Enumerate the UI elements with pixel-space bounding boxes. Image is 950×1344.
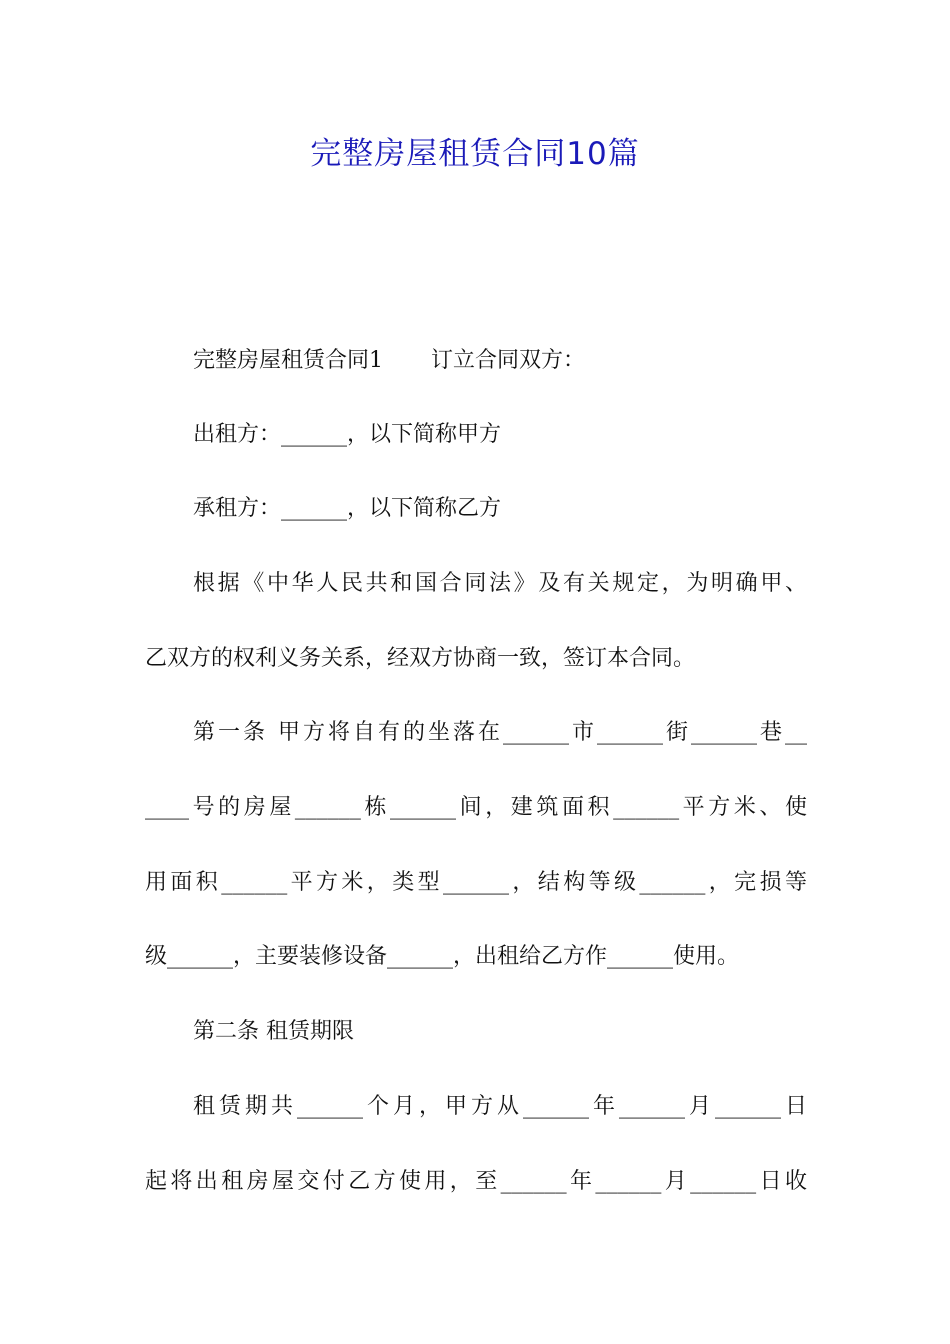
article-2-line-1: 租赁期共______个月，甲方从______年______月______日 — [193, 1094, 807, 1119]
lessee-line: 承租方：______，以下简称乙方 — [193, 496, 502, 521]
article-1-line-3: 用面积______平方米，类型______，结构等级______，完损等 — [145, 870, 807, 895]
article-2-heading: 第二条 租赁期限 — [193, 1019, 354, 1044]
document-title: 完整房屋租赁合同10篇 — [310, 136, 640, 172]
preamble-line-2: 乙双方的权利义务关系，经双方协商一致，签订本合同。 — [145, 646, 696, 671]
contract-heading-parties: 订立合同双方： — [431, 348, 586, 373]
article-2-line-2: 起将出租房屋交付乙方使用，至______年______月______日收 — [145, 1169, 807, 1194]
article-1-line-4: 级______，主要装修设备______，出租给乙方作______使用。 — [145, 944, 740, 969]
contract-heading — [193, 346, 807, 376]
article-1-line-1: 第一条 甲方将自有的坐落在______市______街______巷__ — [193, 720, 807, 745]
article-1-line-2: ____号的房屋______栋______间，建筑面积______平方米、使 — [145, 795, 807, 820]
preamble-line-1: 根据《中华人民共和国合同法》及有关规定，为明确甲、 — [193, 571, 807, 596]
contract-heading-name: 完整房屋租赁合同1 — [193, 348, 383, 373]
lessor-line: 出租方：______，以下简称甲方 — [193, 422, 502, 447]
